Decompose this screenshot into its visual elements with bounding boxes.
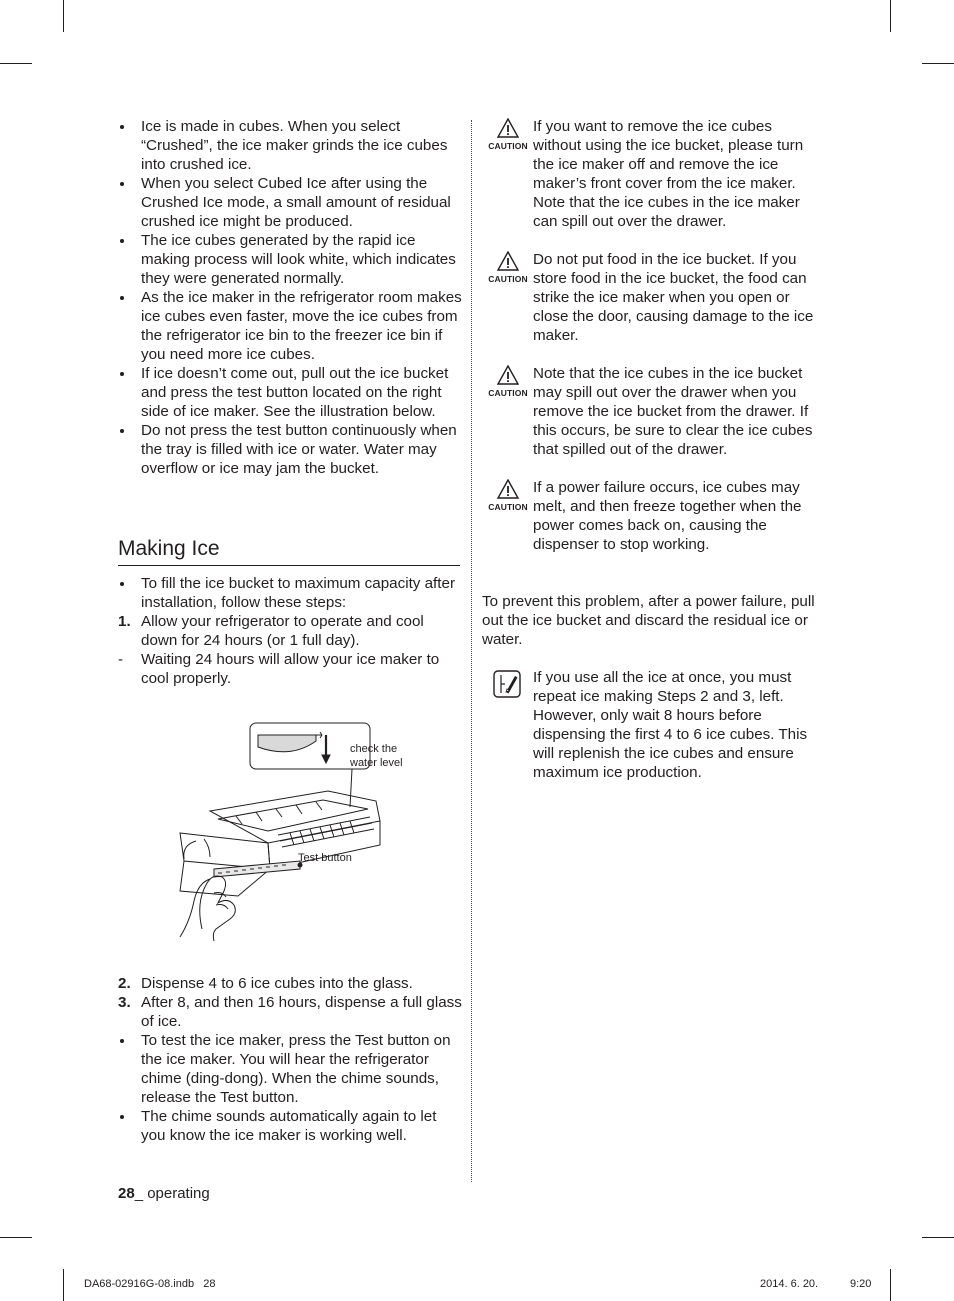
caution-label: CAUTION bbox=[488, 502, 528, 512]
crop-mark bbox=[0, 1237, 32, 1238]
right-column bbox=[482, 117, 822, 782]
crop-mark bbox=[63, 0, 64, 32]
note-text: If you use all the ice at once, you must repeat ice making Steps 2 and 3, left. However, only wait 8 hours before dispensing the first 4 to 6 ice cubes. This will replenish the ice cubes and ensure maximum ice production. bbox=[533, 669, 808, 781]
print-slug-date: 2014. 6. 20. bbox=[760, 1278, 819, 1290]
crop-mark bbox=[922, 63, 954, 64]
step-number: 2. bbox=[118, 975, 131, 992]
caution-icon bbox=[484, 251, 532, 285]
caution-text: Do not put food in the ice bucket. If you store food in the ice bucket, the food can strike the ice maker when you open or close the door, causing damage to the ice maker. bbox=[533, 251, 814, 344]
warning-triangle-icon bbox=[497, 479, 519, 499]
step-number: 3. bbox=[118, 994, 131, 1011]
prevent-paragraph: To prevent this problem, after a power failure, pull out the ice bucket and discard the residual ice or water. bbox=[482, 593, 815, 648]
bullet-icon bbox=[118, 1031, 138, 1050]
list-item: Do not press the test button continuously when the tray is filled with ice or water. Water may overflow or ice may jam the bucket. bbox=[118, 421, 462, 478]
print-slug-file: DA68-02916G-08.indb 28 bbox=[84, 1278, 216, 1290]
caution-block bbox=[482, 364, 822, 459]
caution-text: If a power failure occurs, ice cubes may melt, and then freeze together when the power comes back on, causing the dispenser to stop working. bbox=[533, 479, 802, 553]
crop-mark bbox=[63, 1269, 64, 1301]
bullet-icon bbox=[118, 288, 138, 307]
caution-block bbox=[482, 117, 822, 231]
crop-mark bbox=[0, 63, 32, 64]
list-item: To fill the ice bucket to maximum capacity after installation, follow these steps: bbox=[118, 574, 462, 612]
list-item: The chime sounds automatically again to let you know the ice maker is working well. bbox=[118, 1107, 462, 1145]
note-block bbox=[482, 668, 822, 782]
step-item: 2. Dispense 4 to 6 ice cubes into the glass. bbox=[118, 975, 413, 992]
bullet-icon bbox=[118, 174, 138, 193]
bullet-icon bbox=[118, 421, 138, 440]
step-number: 1. bbox=[118, 613, 131, 630]
caution-icon bbox=[484, 118, 532, 152]
bullet-icon bbox=[118, 364, 138, 383]
warning-triangle-icon bbox=[497, 118, 519, 138]
caution-label: CAUTION bbox=[488, 388, 528, 398]
caution-block bbox=[482, 478, 822, 554]
caution-icon bbox=[484, 365, 532, 399]
left-column bbox=[118, 117, 462, 1145]
list-item: To test the ice maker, press the Test button on the ice maker. You will hear the refrigerator chime (ding-dong). When the chime sounds, release the Test button. bbox=[118, 1031, 462, 1107]
page-footer bbox=[118, 1185, 210, 1202]
bullet-icon bbox=[118, 231, 138, 250]
note-pencil-icon bbox=[493, 670, 521, 698]
print-slug-time: 9:20 bbox=[850, 1278, 872, 1290]
intro-bullet-list bbox=[118, 117, 462, 478]
crop-mark bbox=[922, 1237, 954, 1238]
water-level-callout: check the water level bbox=[350, 743, 403, 769]
warning-triangle-icon bbox=[497, 251, 519, 271]
test-button-callout: Test button bbox=[298, 852, 352, 864]
step-item: 3. After 8, and then 16 hours, dispense a full glass of ice. bbox=[118, 994, 462, 1030]
bullet-icon bbox=[118, 574, 138, 593]
crop-mark bbox=[890, 1269, 891, 1301]
page-number: 28 bbox=[118, 1185, 135, 1202]
ice-maker-illustration bbox=[118, 721, 462, 951]
caution-text: Note that the ice cubes in the ice bucket may spill out over the drawer when you remove the ice bucket from the drawer. If this occurs, be sure to clear the ice cubes that spilled out of the drawer. bbox=[533, 365, 813, 458]
list-item: As the ice maker in the refrigerator room makes ice cubes even faster, move the ice cubes from the refrigerator ice bin to the freezer ice bin if you need more ice cubes. bbox=[118, 288, 462, 364]
column-divider bbox=[471, 120, 472, 1182]
caution-block bbox=[482, 250, 822, 345]
caution-label: CAUTION bbox=[488, 274, 528, 284]
caution-text: If you want to remove the ice cubes without using the ice bucket, please turn the ice maker off and remove the ice maker’s front cover from the ice maker. Note that the ice cubes in the ice maker can spill out over the drawer. bbox=[533, 118, 804, 230]
list-item: When you select Cubed Ice after using the Crushed Ice mode, a small amount of residual crushed ice might be produced. bbox=[118, 174, 462, 231]
warning-triangle-icon bbox=[497, 365, 519, 385]
caution-icon bbox=[484, 479, 532, 513]
list-item: If ice doesn’t come out, pull out the ice bucket and press the test button located on the right side of ice maker. See the illustration below. bbox=[118, 364, 462, 421]
crop-mark bbox=[890, 0, 891, 32]
caution-label: CAUTION bbox=[488, 141, 528, 151]
list-item: The ice cubes generated by the rapid ice making process will look white, which indicates they were generated normally. bbox=[118, 231, 462, 288]
dash-marker: - bbox=[118, 651, 124, 668]
bullet-icon bbox=[118, 117, 138, 136]
list-item: Ice is made in cubes. When you select “Crushed”, the ice maker grinds the ice cubes into crushed ice. bbox=[118, 117, 462, 174]
step-item: 1. Allow your refrigerator to operate and cool down for 24 hours (or 1 full day). bbox=[118, 613, 424, 649]
page-section-label: _ operating bbox=[134, 1185, 210, 1202]
ice-maker-drawing bbox=[118, 721, 462, 951]
sub-step-item: - Waiting 24 hours will allow your ice maker to cool properly. bbox=[118, 651, 440, 687]
section-heading: Making Ice bbox=[118, 536, 460, 566]
bullet-icon bbox=[118, 1107, 138, 1126]
